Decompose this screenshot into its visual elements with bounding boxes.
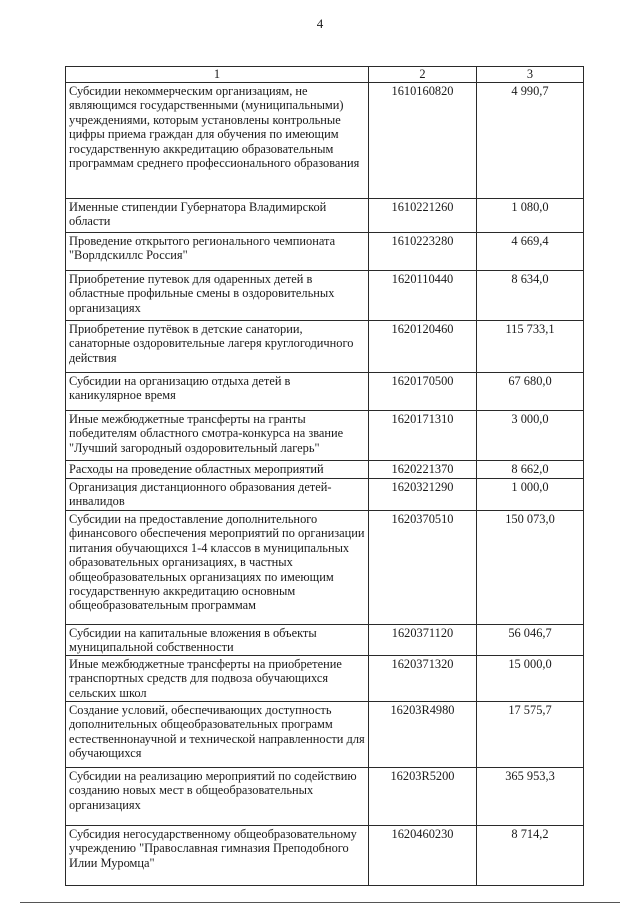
row-amount: 56 046,7 [477, 625, 584, 656]
row-name: Субсидии на реализацию мероприятий по содействию созданию новых мест в общеобразовательных организациях [66, 767, 369, 825]
row-amount: 15 000,0 [477, 655, 584, 701]
row-code: 1620221370 [369, 461, 477, 479]
row-code: 1620110440 [369, 271, 477, 321]
row-name: Субсидии на предоставление дополнительного финансового обеспечения мероприятий по организации питания обучающихся 1-4 классов в муниципальных образовательных организациях, в частных общеобразовательных организациях по имеющим государственную аккредитацию основным общеобразовательным программам [66, 511, 369, 625]
row-code: 16203R5200 [369, 767, 477, 825]
row-code: 1620460230 [369, 825, 477, 885]
row-code: 1620120460 [369, 321, 477, 373]
row-code: 1620371120 [369, 625, 477, 656]
row-code: 1620370510 [369, 511, 477, 625]
table-row [66, 767, 584, 825]
table-row [66, 83, 584, 199]
row-code: 1620321290 [369, 479, 477, 511]
column-header-2: 2 [369, 67, 477, 83]
table-row [66, 321, 584, 373]
row-name: Субсидии на организацию отдыха детей в каникулярное время [66, 373, 369, 411]
row-amount: 8 714,2 [477, 825, 584, 885]
table-row [66, 271, 584, 321]
row-code: 1620171310 [369, 411, 477, 461]
page-number: 4 [316, 16, 324, 31]
scan-edge-line [20, 902, 620, 903]
row-code: 1620170500 [369, 373, 477, 411]
row-name: Субсидия негосударственному общеобразовательному учреждению "Православная гимназия Преподобного Илии Муромца" [66, 825, 369, 885]
row-code: 1610221260 [369, 199, 477, 233]
row-amount: 4 990,7 [477, 83, 584, 199]
column-header-1: 1 [66, 67, 369, 83]
table-row [66, 373, 584, 411]
row-amount: 67 680,0 [477, 373, 584, 411]
row-name: Субсидии на капитальные вложения в объекты муниципальной собственности [66, 625, 369, 656]
row-amount: 1 080,0 [477, 199, 584, 233]
table-row [66, 701, 584, 767]
row-name: Приобретение путёвок в детские санатории, санаторные оздоровительные лагеря круглогодичного действия [66, 321, 369, 373]
row-amount: 4 669,4 [477, 233, 584, 271]
table-row [66, 461, 584, 479]
table-row [66, 479, 584, 511]
row-code: 1610160820 [369, 83, 477, 199]
row-code: 1620371320 [369, 655, 477, 701]
row-name: Субсидии некоммерческим организациям, не являющимся государственными (муниципальными) учреждениями, которым установлены контрольные цифры приема граждан для обучения по имеющим государственную аккредитацию образовательным программам среднего профессионального образования [66, 83, 369, 199]
row-amount: 150 073,0 [477, 511, 584, 625]
row-name: Приобретение путевок для одаренных детей в областные профильные смены в оздоровительных организациях [66, 271, 369, 321]
row-code: 1610223280 [369, 233, 477, 271]
table-header-row [66, 67, 584, 83]
row-name: Проведение открытого регионального чемпионата "Ворлдскиллс Россия" [66, 233, 369, 271]
row-name: Именные стипендии Губернатора Владимирской области [66, 199, 369, 233]
budget-table [65, 66, 584, 886]
row-amount: 8 662,0 [477, 461, 584, 479]
column-header-3: 3 [477, 67, 584, 83]
table-row [66, 199, 584, 233]
row-name: Расходы на проведение областных мероприятий [66, 461, 369, 479]
row-name: Создание условий, обеспечивающих доступность дополнительных общеобразовательных программ естественнонаучной и технической направленности для обучающихся [66, 701, 369, 767]
row-amount: 1 000,0 [477, 479, 584, 511]
table-row [66, 233, 584, 271]
table-row [66, 825, 584, 885]
row-name: Иные межбюджетные трансферты на гранты победителям областного смотра-конкурса на звание "Лучший загородный оздоровительный лагерь" [66, 411, 369, 461]
row-name: Организация дистанционного образования детей-инвалидов [66, 479, 369, 511]
row-code: 16203R4980 [369, 701, 477, 767]
table-row [66, 511, 584, 625]
row-amount: 365 953,3 [477, 767, 584, 825]
table-row [66, 655, 584, 701]
row-amount: 17 575,7 [477, 701, 584, 767]
table-row [66, 411, 584, 461]
row-name: Иные межбюджетные трансферты на приобретение транспортных средств для подвоза обучающихся сельских школ [66, 655, 369, 701]
row-amount: 8 634,0 [477, 271, 584, 321]
table-row [66, 625, 584, 656]
row-amount: 115 733,1 [477, 321, 584, 373]
row-amount: 3 000,0 [477, 411, 584, 461]
